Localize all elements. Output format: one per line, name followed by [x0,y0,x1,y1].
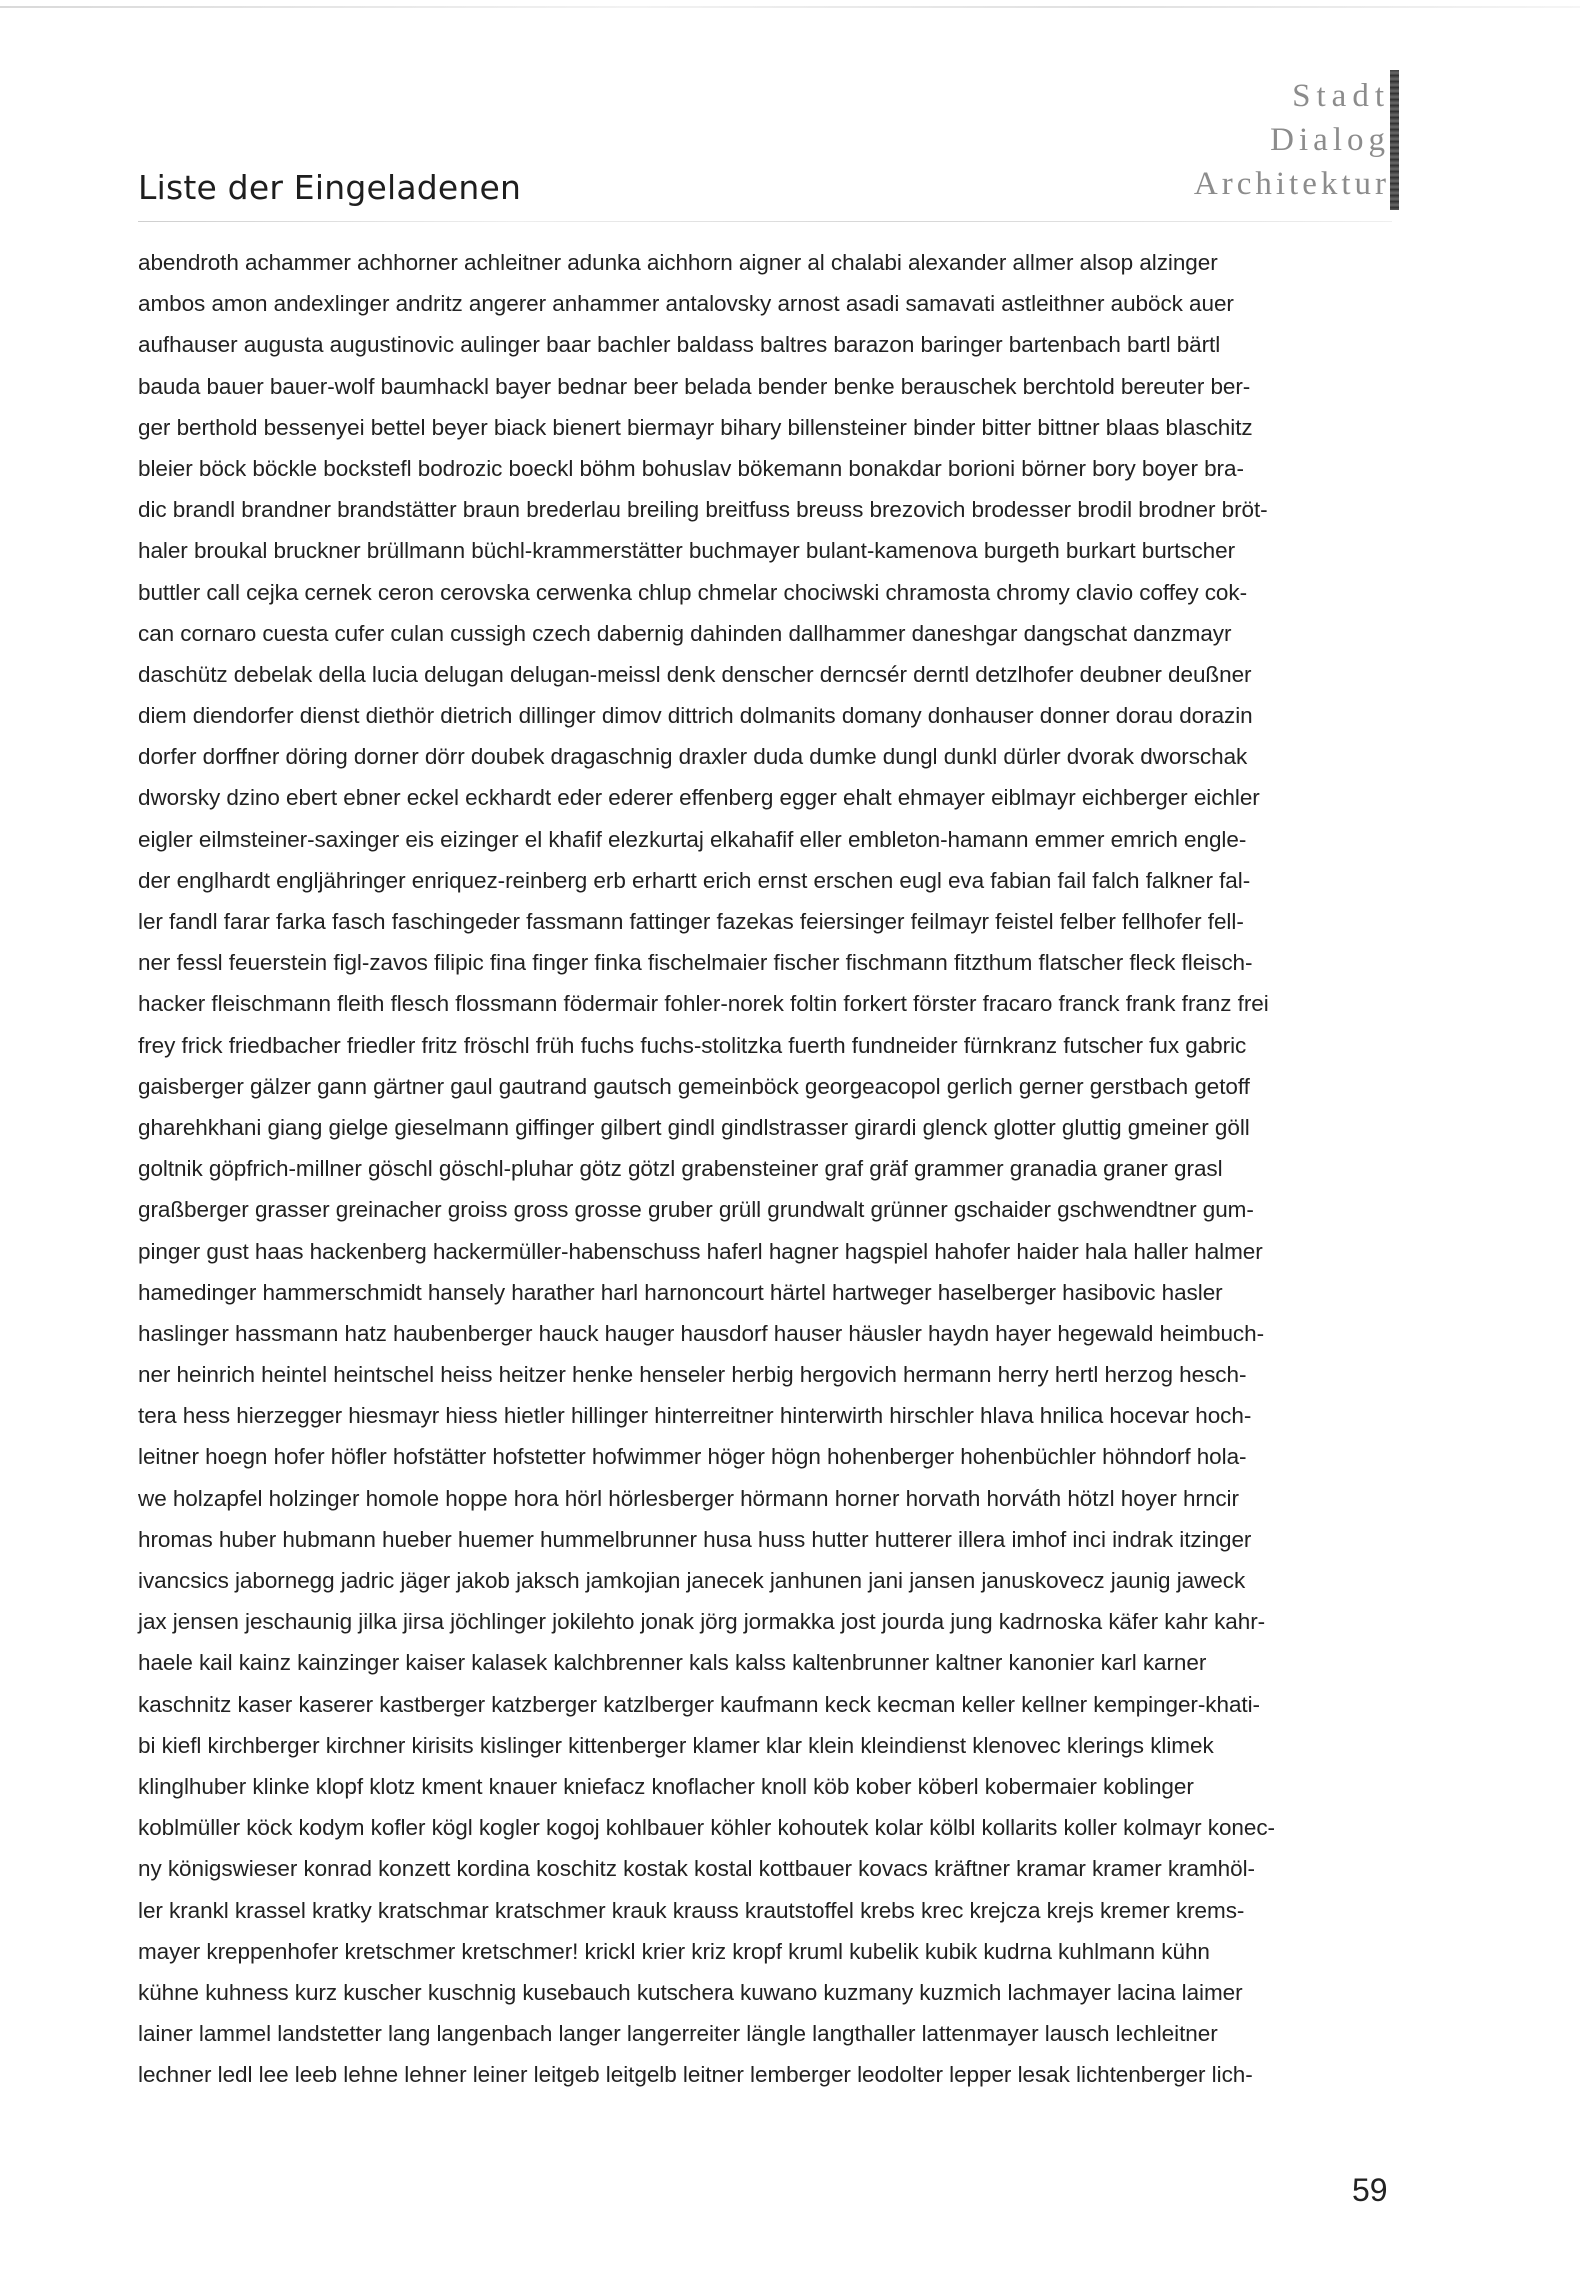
name-line: can cornaro cuesta cufer culan cussigh czech dabernig dahinden dallhammer daneshgar dangschat danzmayr [138,620,1232,646]
name-line: leitner hoegn hofer höfler hofstätter hofstetter hofwimmer höger högn hohenberger hohenbüchler höhndorf hola- [138,1444,1247,1470]
name-line: kühne kuhness kurz kuscher kuschnig kusebauch kutschera kuwano kuzmany kuzmich lachmayer lacina laimer [138,1979,1243,2005]
name-line: aufhauser augusta augustinovic aulinger baar bachler baldass baltres barazon baringer bartenbach bartl bärtl [138,332,1221,358]
invitee-list [138,242,1398,2095]
name-line: tera hess hierzegger hiesmayr hiess hietler hillinger hinterreitner hinterwirth hirschler hlava hnilica hocevar hoch- [138,1403,1252,1429]
name-line: bi kiefl kirchberger kirchner kirisits kislinger kittenberger klamer klar klein kleindienst klenovec klerings klimek [138,1732,1214,1758]
name-line: dorfer dorffner döring dorner dörr doubek dragaschnig draxler duda dumke dungl dunkl dürler dvorak dworschak [138,744,1248,770]
name-line: klinglhuber klinke klopf klotz kment knauer kniefacz knoflacher knoll köb kober köberl kobermaier koblinger [138,1773,1194,1799]
name-line: hacker fleischmann fleith flesch flossmann födermair fohler-norek foltin forkert förster fracaro franck frank franz frei [138,991,1269,1017]
page-number: 59 [1352,2172,1388,2208]
name-line: ger berthold bessenyei bettel beyer biack bienert biermayr bihary billensteiner binder bitter bittner blaas blaschitz [138,414,1253,440]
header-divider [138,221,1392,222]
name-line: eigler eilmsteiner-saxinger eis eizinger el khafif elezkurtaj elkahafif eller embleton-hamann emmer emrich engle- [138,826,1247,852]
stadt-dialog-architektur-logo [1194,74,1390,206]
name-line: ny königswieser konrad konzett kordina koschitz kostak kostal kottbauer kovacs kräftner kramar kramer kramhöl- [138,1856,1255,1882]
name-line: haler broukal bruckner brüllmann büchl-krammerstätter buchmayer bulant-kamenova burgeth burkart burtscher [138,538,1236,564]
logo-line-2: Dialog [1270,122,1390,158]
name-line: frey frick friedbacher friedler fritz fröschl früh fuchs fuchs-stolitzka fuerth fundneider fürnkranz futscher fux gabric [138,1032,1247,1058]
logo-line-3: Architektur [1193,166,1390,202]
name-line: jax jensen jeschaunig jilka jirsa jöchlinger jokilehto jonak jörg jormakka jost jourda jung kadrnoska käfer kahr kahr- [138,1609,1266,1635]
page-title: Liste der Eingeladenen [138,168,522,207]
name-line: lainer lammel landstetter lang langenbach langer langerreiter längle langthaller lattenmayer lausch lechleitner [138,2021,1218,2047]
name-line: dworsky dzino ebert ebner eckel eckhardt eder ederer effenberg egger ehalt ehmayer eiblmayr eichberger eichler [138,785,1260,811]
name-line: ner fessl feuerstein figl-zavos filipic fina finger finka fischelmaier fischer fischmann fitzthum flatscher fleck fleisch- [138,950,1253,976]
name-line: ambos amon andexlinger andritz angerer anhammer antalovsky arnost asadi samavati astleithner auböck auer [138,291,1234,317]
name-line: buttler call cejka cernek ceron cerovska cerwenka chlup chmelar chociwski chramosta chromy clavio coffey cok- [138,579,1248,605]
name-line: bauda bauer bauer-wolf baumhackl bayer bednar beer belada bender benke berauschek berchtold bereuter ber- [138,373,1251,399]
logo-bar [1390,70,1399,210]
name-line: ner heinrich heintel heintschel heiss heitzer henke henseler herbig hergovich hermann herry hertl herzog hesch- [138,1362,1247,1388]
top-scan-rule [0,6,1580,8]
name-line: lechner ledl lee leeb lehne lehner leiner leitgeb leitgelb leitner lemberger leodolter lepper lesak lichtenberger lich- [138,2062,1253,2088]
name-line: abendroth achammer achhorner achleitner adunka aichhorn aigner al chalabi alexander allmer alsop alzinger [138,250,1218,275]
name-line: we holzapfel holzinger homole hoppe hora hörl hörlesberger hörmann horner horvath horváth hötzl hoyer hrncir [138,1485,1239,1511]
name-line: gaisberger gälzer gann gärtner gaul gautrand gautsch gemeinböck georgeacopol gerlich gerner gerstbach getoff [138,1073,1250,1099]
name-line: graßberger grasser greinacher groiss gross grosse gruber grüll grundwalt grünner gschaider gschwendtner gum- [138,1197,1254,1223]
name-line: haele kail kainz kainzinger kaiser kalasek kalchbrenner kals kalss kaltenbrunner kaltner kanonier karl karner [138,1650,1207,1676]
name-line: goltnik göpfrich-millner göschl göschl-pluhar götz götzl grabensteiner graf gräf grammer granadia graner grasl [138,1156,1223,1182]
name-line: der englhardt engljähringer enriquez-reinberg erb erhartt erich ernst erschen eugl eva fabian fail falch falkner fal- [138,867,1251,893]
name-line: bleier böck böckle bockstefl bodrozic boeckl böhm bohuslav bökemann bonakdar borioni börner bory boyer bra- [138,455,1244,481]
name-line: koblmüller köck kodym kofler kögl kogler kogoj kohlbauer köhler kohoutek kolar kölbl kollarits koller kolmayr konec- [138,1815,1275,1841]
name-line: diem diendorfer dienst diethör dietrich dillinger dimov dittrich dolmanits domany donhauser donner dorau dorazin [138,703,1253,729]
name-line: dic brandl brandner brandstätter braun brederlau breiling breitfuss breuss brezovich brodesser brodil brodner bröt- [138,497,1268,523]
name-line: daschütz debelak della lucia delugan delugan-meissl denk denscher derncsér derntl detzlhofer deubner deußner [138,661,1252,687]
name-line: ler krankl krassel kratky kratschmar kratschmer krauk krauss krautstoffel krebs krec krejcza krejs kremer krems- [138,1897,1245,1923]
logo-line-1: Stadt [1292,78,1390,114]
name-line: gharehkhani giang gielge gieselmann giffinger gilbert gindl gindlstrasser girardi glenck glotter gluttig gmeiner göll [138,1114,1250,1140]
name-line: kaschnitz kaser kaserer kastberger katzberger katzlberger kaufmann keck kecman keller kellner kempinger-khati- [138,1691,1260,1717]
name-line: haslinger hassmann hatz haubenberger hauck hauger hausdorf hauser häusler haydn hayer hegewald heimbuch- [138,1320,1264,1346]
name-line: pinger gust haas hackenberg hackermüller-habenschuss haferl hagner hagspiel hahofer haider hala haller halmer [138,1238,1263,1264]
name-line: ler fandl farar farka fasch faschingeder fassmann fattinger fazekas feiersinger feilmayr feistel felber fellhofer fell- [138,909,1244,934]
name-line: hromas huber hubmann hueber huemer hummelbrunner husa huss hutter hutterer illera imhof inci indrak itzinger [138,1526,1252,1552]
name-line: mayer kreppenhofer kretschmer kretschmer! krickl krier kriz kropf kruml kubelik kubik kudrna kuhlmann kühn [138,1938,1210,1964]
name-line: hamedinger hammerschmidt hansely harather harl harnoncourt härtel hartweger haselberger hasibovic hasler [138,1279,1223,1305]
name-line: ivancsics jabornegg jadric jäger jakob jaksch jamkojian janecek janhunen jani jansen januskovecz jaunig jaweck [138,1568,1246,1593]
